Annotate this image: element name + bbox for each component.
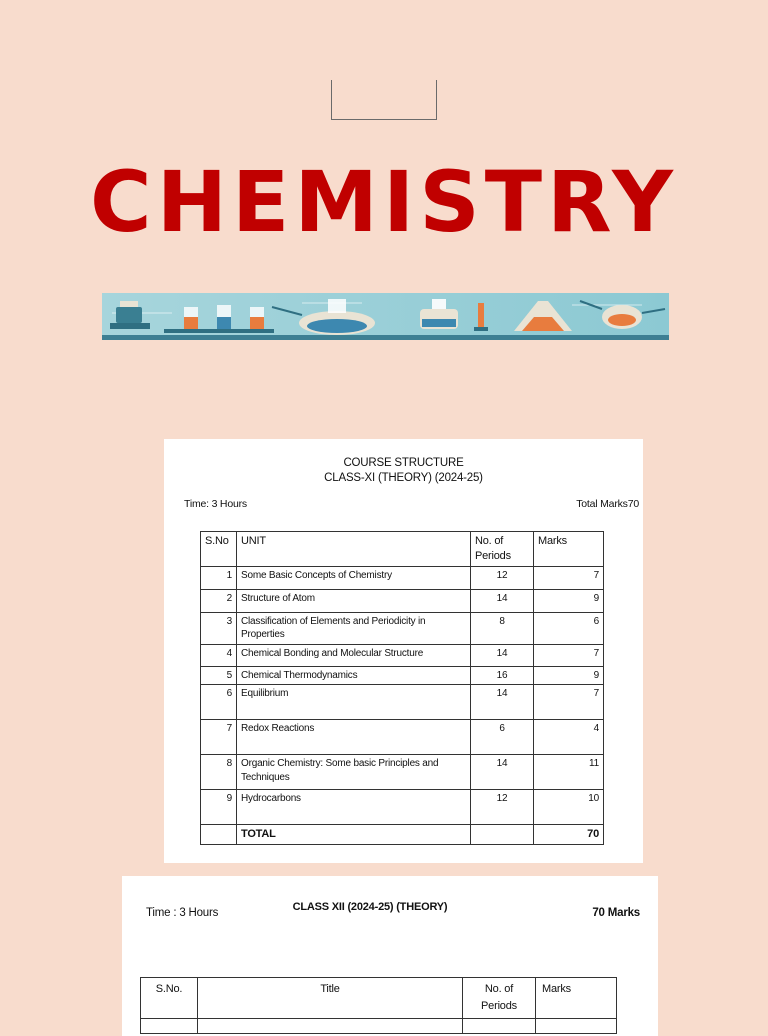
column-header: Marks xyxy=(536,978,617,1019)
column-header: Title xyxy=(198,978,463,1019)
class-xi-course-structure xyxy=(164,439,643,863)
class-xi-total-marks: Total Marks70 xyxy=(576,498,639,510)
class-xi-subheading: CLASS-XI (THEORY) (2024-25) xyxy=(324,472,483,484)
table-row: 4 Chemical Bonding and Molecular Structure 14 7 xyxy=(201,644,604,666)
lab-glassware-banner xyxy=(102,293,669,340)
table-row: 1 Some Basic Concepts of Chemistry 12 7 xyxy=(201,566,604,589)
course-structure-heading: COURSE STRUCTURE xyxy=(343,457,464,469)
table-row: 7 Redox Reactions 6 4 xyxy=(201,720,604,755)
column-header: S.No. xyxy=(141,978,198,1019)
class-xii-course-structure xyxy=(122,876,658,1036)
class-xi-units-table xyxy=(200,531,604,845)
class-xii-heading: CLASS XII (2024-25) (THEORY) xyxy=(292,901,448,913)
table-row: 6 Equilibrium 14 7 xyxy=(201,685,604,720)
header-frame xyxy=(331,80,437,120)
class-xi-time: Time: 3 Hours xyxy=(184,498,247,510)
column-header: Marks xyxy=(534,532,604,567)
total-row xyxy=(201,825,604,845)
table-row xyxy=(141,1019,617,1034)
class-xii-time: Time : 3 Hours xyxy=(146,907,219,919)
class-xii-marks: 70 Marks xyxy=(592,907,640,919)
column-header: No. of Periods xyxy=(471,532,534,567)
table-row: 9 Hydrocarbons 12 10 xyxy=(201,790,604,825)
column-header: UNIT xyxy=(237,532,471,567)
class-xii-units-table xyxy=(140,977,617,1034)
table-row: 2 Structure of Atom 14 9 xyxy=(201,589,604,612)
total-marks: 70 xyxy=(534,825,604,845)
column-header: No. of Periods xyxy=(463,978,536,1019)
table-row: 8 Organic Chemistry: Some basic Principles and Techniques 14 11 xyxy=(201,755,604,790)
table-row: 5 Chemical Thermodynamics 16 9 xyxy=(201,666,604,685)
total-label: TOTAL xyxy=(237,825,471,845)
table-row: 3 Classification of Elements and Periodicity in Properties 8 6 xyxy=(201,612,604,644)
column-header: S.No xyxy=(201,532,237,567)
page-title: CHEMISTRY xyxy=(90,153,678,251)
